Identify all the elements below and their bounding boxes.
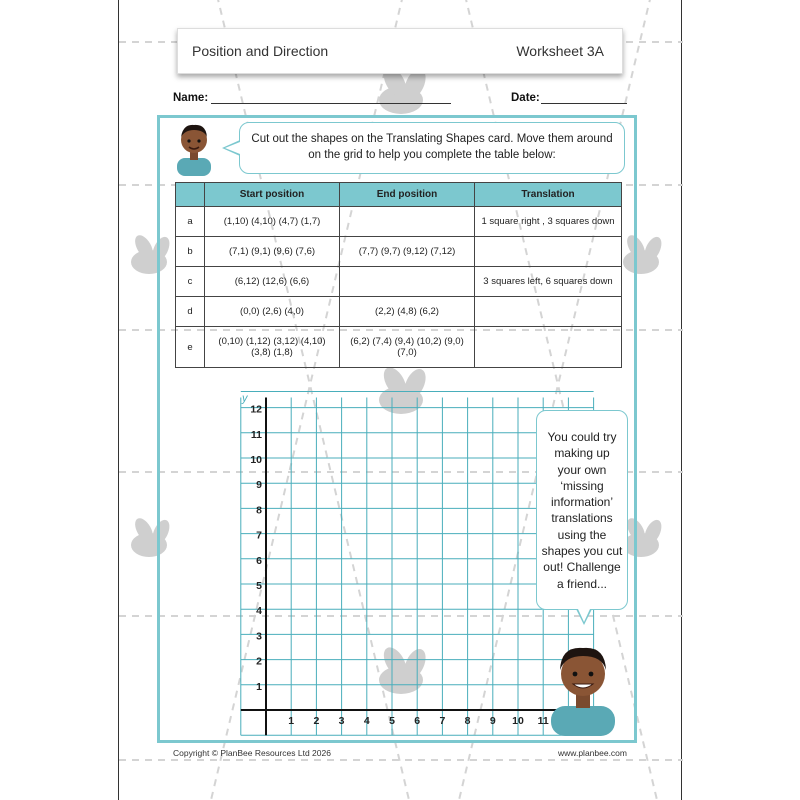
date-line bbox=[541, 103, 627, 104]
y-tick-label: 11 bbox=[250, 428, 262, 441]
tip-bubble bbox=[536, 410, 628, 610]
start-position-cell: (0,0) (2,6) (4,0) bbox=[205, 297, 340, 327]
name-line bbox=[211, 103, 451, 104]
row-letter: b bbox=[176, 237, 205, 267]
header-end-position: End position bbox=[340, 183, 475, 207]
row-letter: d bbox=[176, 297, 205, 327]
x-tick-label: 1 bbox=[288, 715, 295, 727]
end-position-cell: (2,2) (4,8) (6,2) bbox=[340, 297, 475, 327]
y-tick-label: 5 bbox=[256, 580, 262, 592]
y-tick-label: 7 bbox=[256, 529, 262, 542]
x-tick-label: 8 bbox=[464, 715, 471, 727]
translation-table bbox=[175, 182, 622, 368]
end-position-cell[interactable] bbox=[340, 207, 475, 237]
translation-cell: 3 squares left, 6 squares down bbox=[475, 267, 622, 297]
start-position-cell: (0,10) (1,12) (3,12) (4,10) (3,8) (1,8) bbox=[205, 327, 340, 368]
translation-cell[interactable] bbox=[475, 297, 622, 327]
page-title: Position and Direction bbox=[192, 43, 329, 59]
start-position-cell: (1,10) (4,10) (4,7) (1,7) bbox=[205, 207, 340, 237]
y-tick-label: 1 bbox=[256, 680, 262, 693]
x-tick-label: 10 bbox=[512, 715, 524, 727]
row-letter: c bbox=[176, 267, 205, 297]
end-position-cell: (7,7) (9,7) (9,12) (7,12) bbox=[340, 237, 475, 267]
y-tick-label: 4 bbox=[256, 605, 262, 618]
y-tick-label: 8 bbox=[256, 504, 262, 517]
date-label: Date: bbox=[511, 92, 540, 104]
x-tick-label: 7 bbox=[439, 715, 446, 727]
tip-text: You could try making up your own ‘missing information’ translations using the shapes you cut out! Challenge a friend... bbox=[541, 430, 623, 591]
header-start-position: Start position bbox=[205, 183, 340, 207]
y-tick-label: 9 bbox=[256, 479, 262, 492]
y-axis-label: y bbox=[242, 392, 248, 405]
end-position-cell[interactable] bbox=[340, 267, 475, 297]
website-link[interactable]: www.planbee.com bbox=[558, 748, 627, 758]
y-tick-label: 12 bbox=[250, 403, 262, 416]
row-letter: a bbox=[176, 207, 205, 237]
translation-cell[interactable] bbox=[475, 237, 622, 267]
start-position-cell: (6,12) (12,6) (6,6) bbox=[205, 267, 340, 297]
x-tick-label: 11 bbox=[537, 715, 549, 727]
x-tick-label: 9 bbox=[489, 715, 496, 727]
boy-avatar-icon bbox=[171, 120, 217, 176]
table-row bbox=[176, 267, 622, 297]
x-tick-label: 3 bbox=[338, 715, 345, 727]
instruction-text: Cut out the shapes on the Translating Shapes card. Move them around on the grid to help you complete the table below: bbox=[251, 133, 613, 161]
table-row bbox=[176, 237, 622, 267]
title-bar bbox=[177, 28, 623, 74]
instruction-bubble bbox=[239, 122, 625, 174]
x-tick-label: 2 bbox=[313, 715, 320, 727]
header-translation: Translation bbox=[475, 183, 622, 207]
coordinate-grid[interactable] bbox=[169, 382, 549, 738]
start-position-cell: (7,1) (9,1) (9,6) (7,6) bbox=[205, 237, 340, 267]
translation-cell: 1 square right , 3 squares down bbox=[475, 207, 622, 237]
x-tick-label: 6 bbox=[414, 715, 421, 727]
translation-cell[interactable] bbox=[475, 327, 622, 368]
worksheet-page bbox=[118, 0, 682, 800]
copyright-text: Copyright © PlanBee Resources Ltd 2026 bbox=[173, 748, 331, 758]
row-letter: e bbox=[176, 327, 205, 368]
table-row bbox=[176, 297, 622, 327]
header-blank bbox=[176, 183, 205, 207]
y-tick-label: 3 bbox=[256, 630, 262, 643]
name-label: Name: bbox=[173, 92, 209, 104]
table-row bbox=[176, 207, 622, 237]
worksheet-number: Worksheet 3A bbox=[516, 43, 604, 59]
end-position-cell: (6,2) (7,4) (9,4) (10,2) (9,0) (7,0) bbox=[340, 327, 475, 368]
table-row bbox=[176, 327, 622, 368]
x-tick-label: 4 bbox=[363, 715, 370, 727]
y-tick-label: 10 bbox=[250, 454, 262, 466]
table-header-row bbox=[176, 183, 622, 207]
x-tick-label: 5 bbox=[389, 715, 395, 727]
boy-avatar-icon bbox=[547, 640, 619, 736]
y-tick-label: 2 bbox=[256, 655, 262, 668]
y-tick-label: 6 bbox=[256, 554, 262, 567]
